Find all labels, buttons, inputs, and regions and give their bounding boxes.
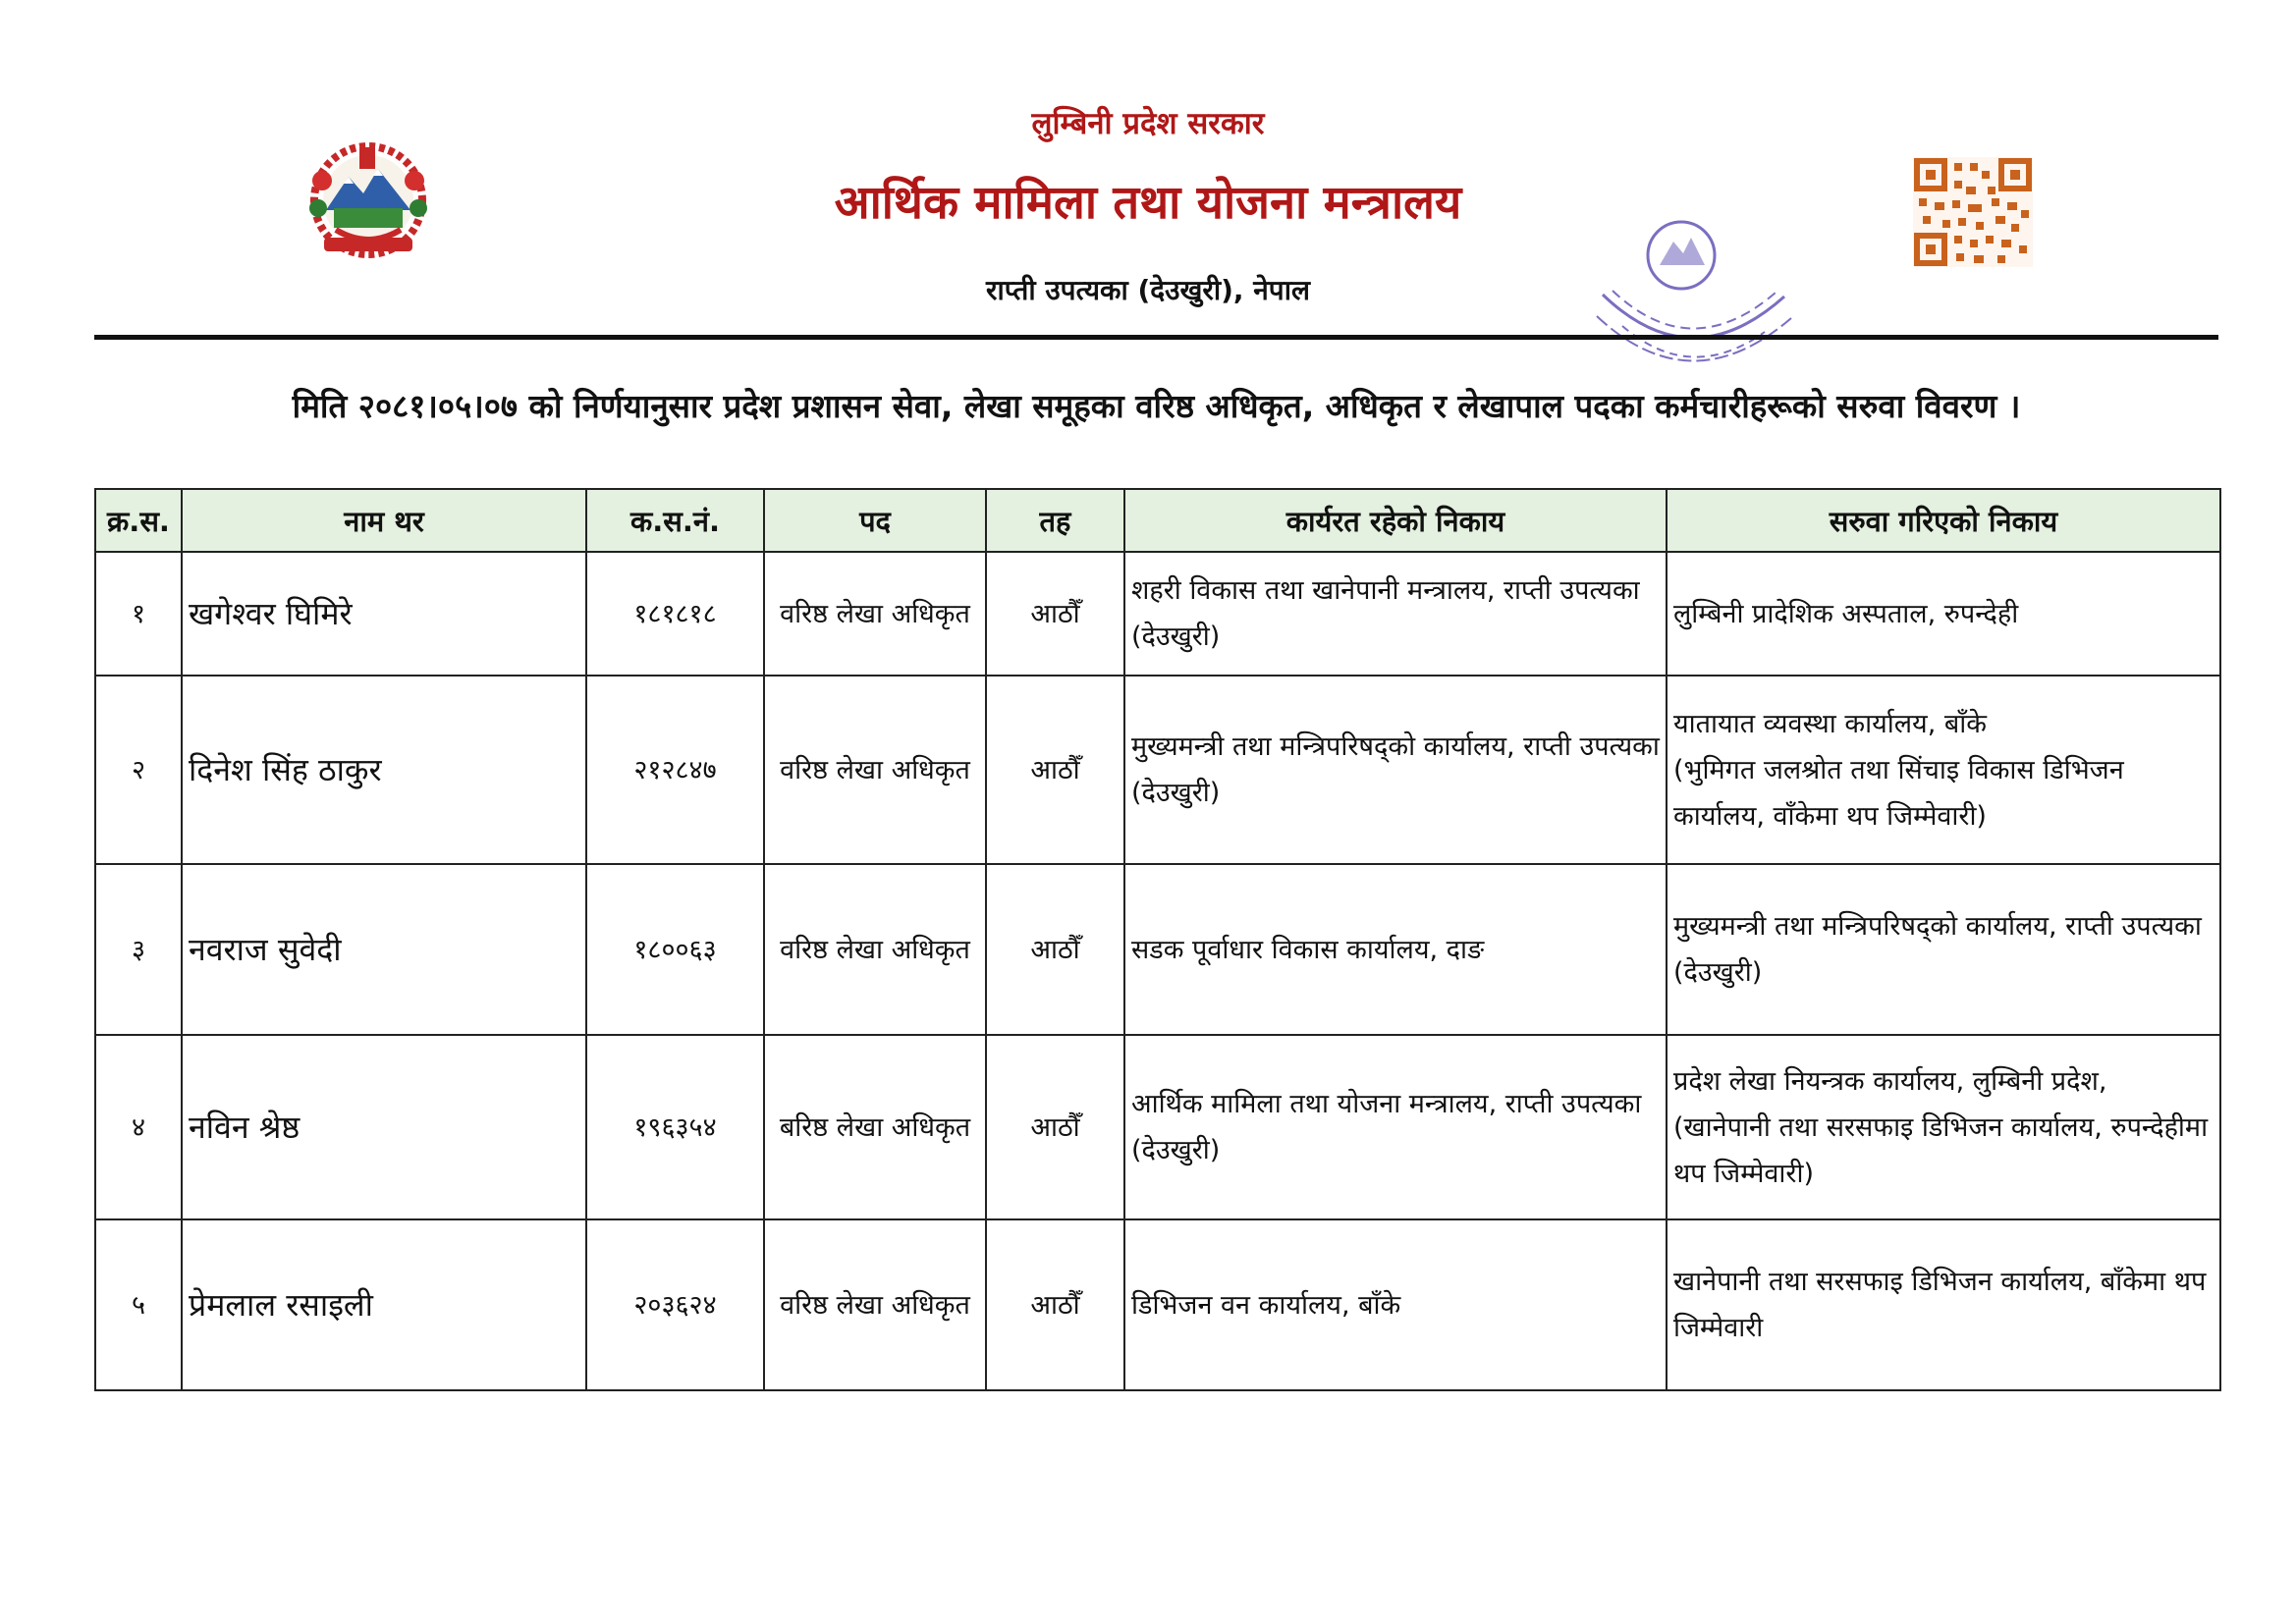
- transfer-office-cell: [1667, 1035, 2220, 1219]
- post-cell: वरिष्ठ लेखा अधिकृत: [764, 1219, 986, 1390]
- cell-line: मुख्यमन्त्री तथा मन्त्रिपरिषद्को कार्यालय, राप्ती उपत्यका: [1673, 911, 2202, 942]
- government-name: लुम्बिनी प्रदेश सरकार: [1031, 106, 1265, 141]
- transfer-office-cell: [1667, 552, 2220, 676]
- table-row: [95, 1035, 2220, 1219]
- name-cell: खगेश्वर घिमिरे: [182, 552, 586, 676]
- header-transfer-office: सरुवा गरिएको निकाय: [1667, 489, 2220, 552]
- name-cell: प्रेमलाल रसाइली: [182, 1219, 586, 1390]
- cell-line: डिभिजन वन कार्यालय, बाँके: [1131, 1289, 1401, 1321]
- post-cell: बरिष्ठ लेखा अधिकृत: [764, 1035, 986, 1219]
- employee-id-cell: १८००६३: [586, 864, 764, 1035]
- serial-cell: ४: [95, 1035, 182, 1219]
- table-row: [95, 1219, 2220, 1390]
- cell-line: शहरी विकास तथा खानेपानी मन्त्रालय, राप्ती उपत्यका: [1131, 575, 1640, 606]
- current-office-cell: [1124, 864, 1667, 1035]
- serial-cell: ३: [95, 864, 182, 1035]
- transfer-table: [94, 488, 2221, 1391]
- header-employee-id: क.स.नं.: [586, 489, 764, 552]
- table-row: [95, 552, 2220, 676]
- name-cell: नविन श्रेष्ठ: [182, 1035, 586, 1219]
- cell-line: जिम्मेवारी: [1673, 1313, 1764, 1343]
- name-cell: नवराज सुवेदी: [182, 864, 586, 1035]
- header-divider: [94, 335, 2218, 340]
- table-row: [95, 864, 2220, 1035]
- employee-id-cell: २०३६२४: [586, 1219, 764, 1390]
- current-office-cell: [1124, 1219, 1667, 1390]
- header-post: पद: [764, 489, 986, 552]
- cell-line: मुख्यमन्त्री तथा मन्त्रिपरिषद्को कार्यालय, राप्ती उपत्यका: [1131, 731, 1660, 762]
- cell-line: यातायात व्यवस्था कार्यालय, बाँके: [1673, 708, 1988, 739]
- post-cell: वरिष्ठ लेखा अधिकृत: [764, 864, 986, 1035]
- level-cell: आठौँ: [986, 676, 1124, 864]
- cell-line: आर्थिक मामिला तथा योजना मन्त्रालय, राप्ती उपत्यका: [1131, 1089, 1642, 1119]
- level-cell: आठौँ: [986, 1035, 1124, 1219]
- name-cell: दिनेश सिंह ठाकुर: [182, 676, 586, 864]
- header-level: तह: [986, 489, 1124, 552]
- transfer-office-cell: [1667, 864, 2220, 1035]
- letterhead: [0, 0, 2296, 353]
- post-cell: वरिष्ठ लेखा अधिकृत: [764, 552, 986, 676]
- level-cell: आठौँ: [986, 552, 1124, 676]
- ministry-address: राप्ती उपत्यका (देउखुरी), नेपाल: [986, 274, 1310, 306]
- employee-id-cell: १९६३५४: [586, 1035, 764, 1219]
- cell-line: (देउखुरी): [1131, 1135, 1221, 1165]
- cell-line: प्रदेश लेखा नियन्त्रक कार्यालय, लुम्बिनी प्रदेश,: [1673, 1065, 2107, 1097]
- office-stamp-icon: [1583, 208, 1805, 381]
- cell-line: सडक पूर्वाधार विकास कार्यालय, दाङ: [1131, 934, 1485, 965]
- level-cell: आठौँ: [986, 864, 1124, 1035]
- employee-id-cell: १८१८१८: [586, 552, 764, 676]
- current-office-cell: [1124, 552, 1667, 676]
- header-name: नाम थर: [182, 489, 586, 552]
- post-cell: वरिष्ठ लेखा अधिकृत: [764, 676, 986, 864]
- transfer-office-cell: [1667, 676, 2220, 864]
- employee-id-cell: २१२८४७: [586, 676, 764, 864]
- cell-line: थप जिम्मेवारी): [1673, 1158, 1814, 1189]
- header-serial: क्र.स.: [95, 489, 182, 552]
- serial-cell: १: [95, 552, 182, 676]
- current-office-cell: [1124, 676, 1667, 864]
- cell-line: खानेपानी तथा सरसफाइ डिभिजन कार्यालय, बाँकेमा थप: [1673, 1267, 2207, 1297]
- serial-cell: २: [95, 676, 182, 864]
- table-header-row: [95, 489, 2220, 552]
- current-office-cell: [1124, 1035, 1667, 1219]
- header-current-office: कार्यरत रहेको निकाय: [1124, 489, 1667, 552]
- cell-line: (देउखुरी): [1131, 778, 1221, 808]
- cell-line: (देउखुरी): [1131, 622, 1221, 652]
- qr-code-icon: [1913, 157, 2033, 267]
- cell-line: लुम्बिनी प्रादेशिक अस्पताल, रुपन्देही: [1673, 598, 2019, 629]
- cell-line: (खानेपानी तथा सरसफाइ डिभिजन कार्यालय, रुपन्देहीमा: [1673, 1111, 2209, 1143]
- document-subject: मिति २०८१।०५।०७ को निर्णयानुसार प्रदेश प्रशासन सेवा, लेखा समूहका वरिष्ठ अधिकृत, अधिकृत र लेखापाल पदका कर्मचारीहरूको सरुवा विवरण ।: [292, 387, 2021, 425]
- ministry-title: आर्थिक मामिला तथा योजना मन्त्रालय: [834, 176, 1462, 230]
- cell-line: (देउखुरी): [1673, 957, 1763, 988]
- table-row: [95, 676, 2220, 864]
- serial-cell: ५: [95, 1219, 182, 1390]
- level-cell: आठौँ: [986, 1219, 1124, 1390]
- cell-line: कार्यालय, वाँकेमा थप जिम्मेवारी): [1673, 800, 1987, 832]
- cell-line: (भुमिगत जलश्रोत तथा सिंचाइ विकास डिभिजन: [1673, 754, 2124, 785]
- transfer-office-cell: [1667, 1219, 2220, 1390]
